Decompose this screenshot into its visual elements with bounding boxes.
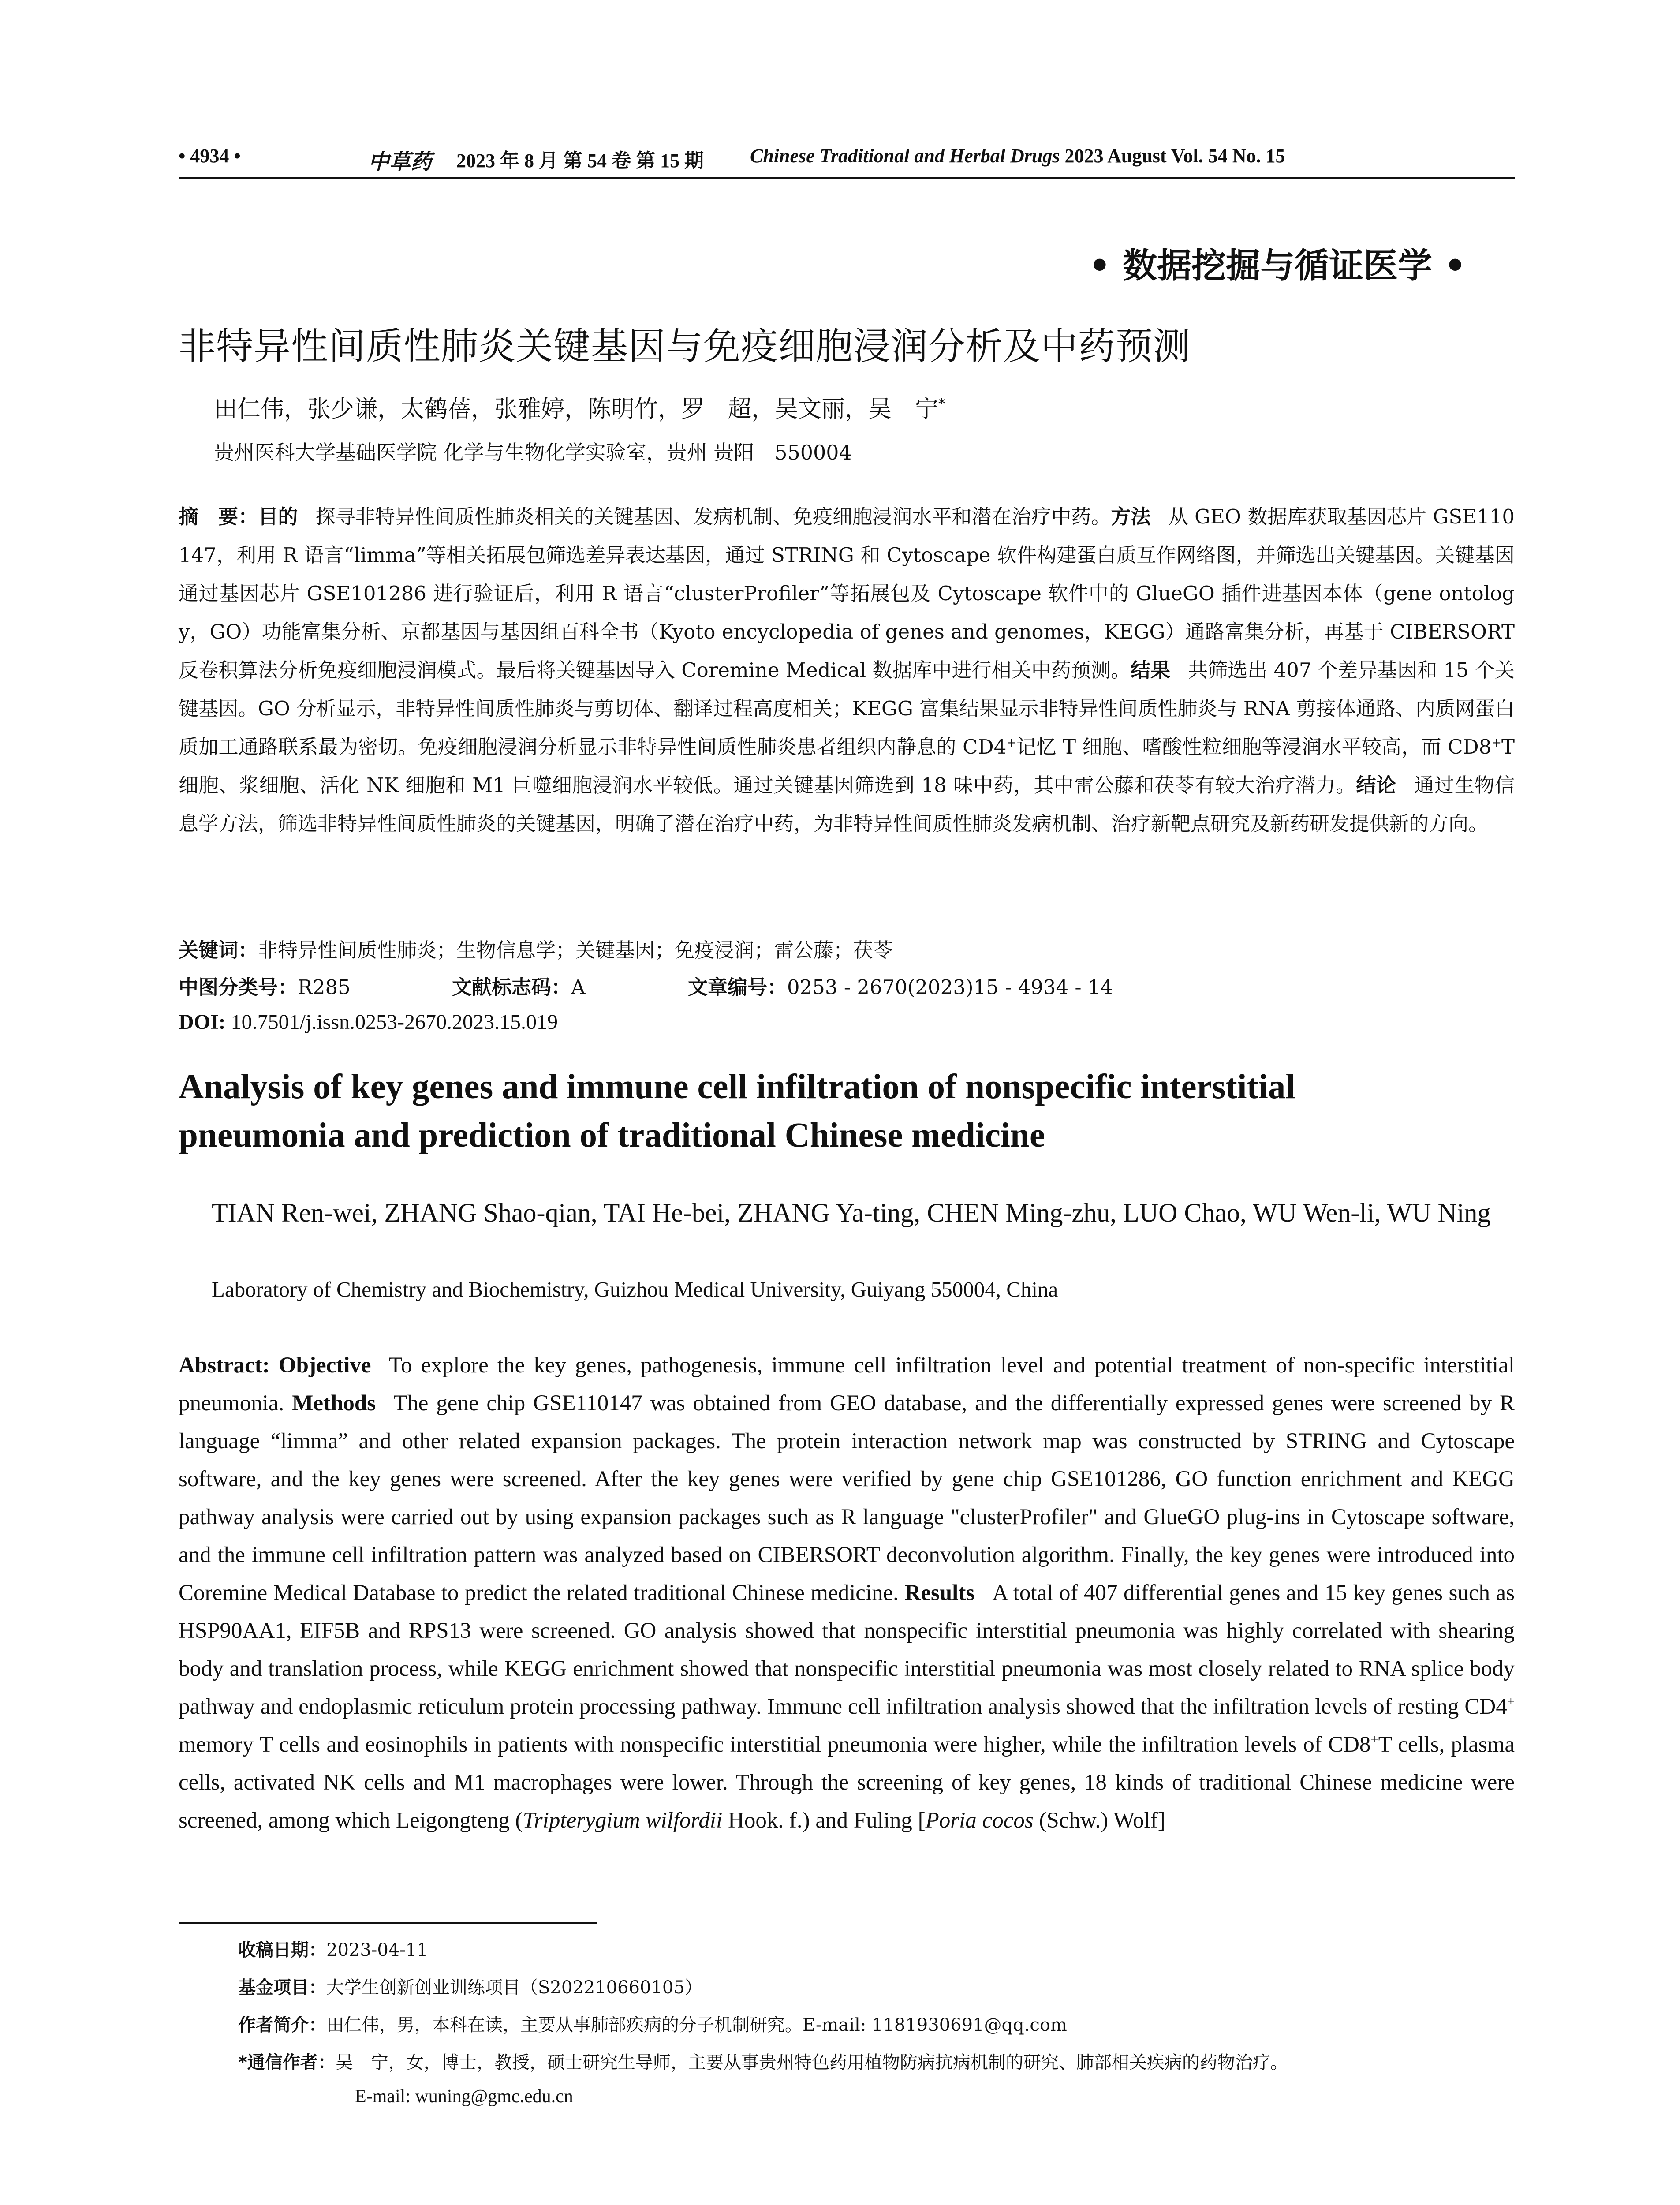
journal-name-cn: 中草药 — [368, 149, 432, 174]
author-bio-text: 田仁伟，男，本科在读，主要从事肺部疾病的分子机制研究。E-mail: 1181930691@qq.com — [326, 2015, 1067, 2035]
results-cn-part1: 共筛选出 407 个差异基因和 15 个关键基因。GO 分析显示，非特异性间质性肺炎与剪切体、翻译过程高度相关；KEGG 富集结果显示非特异性间质性肺炎与 RNA 剪接体通路、内质网蛋白质加工通路联系最为密切。免疫细胞浸润分析显示非特异性间质性肺炎患者组织内静息的 CD4 — [179, 658, 1515, 759]
results-en-part2: memory T cells and eosinophils in patients with nonspecific interstitial pneumonia were higher, while the infiltration levels of CD8 — [179, 1732, 1371, 1757]
superscript-plus: + — [1491, 736, 1501, 750]
keywords-cn — [179, 934, 893, 963]
footnote-rule — [179, 1922, 597, 1924]
objective-cn: 探寻非特异性间质性肺炎相关的关键基因、发病机制、免疫细胞浸润水平和潜在治疗中药。 — [315, 505, 1111, 528]
objective-en: To explore the key genes, pathogenesis, immune cell infiltration level and potential treatment of non-specific interstitial pneumonia. — [179, 1353, 1515, 1416]
fund-text: 大学生创新创业训练项目（S202210660105） — [326, 1977, 702, 1998]
title-en-line-1: Analysis of key genes and immune cell infiltration of nonspecific interstitial — [179, 1068, 1295, 1106]
doc-code-value: A — [571, 975, 586, 999]
results-label-cn: 结果 — [1131, 658, 1171, 682]
affiliation-en: Laboratory of Chemistry and Biochemistry, Guizhou Medical University, Guiyang 550004, China — [212, 1277, 1058, 1301]
results-en-part5: (Schw.) Wolf] — [1033, 1808, 1165, 1833]
column-title: • 数据挖掘与循证医学 • — [1088, 246, 1466, 286]
superscript-plus: + — [1006, 736, 1016, 750]
article-title-cn: 非特异性间质性肺炎关键基因与免疫细胞浸润分析及中药预测 — [179, 325, 1191, 368]
results-en-part1: A total of 407 differential genes and 15 key genes such as HSP90AA1, EIF5B and RPS13 were screened. GO analysis showed that nonspecific interstitial pneumonia was highly correlated with shearing body and translation process, while KEGG enrichment showed that nonspecific interstitial pneumonia was most closely related to RNA splice body pathway and endoplasmic reticulum protein processing pathway. Immune cell infiltration analysis showed that the infiltration levels of resting CD4 — [179, 1581, 1515, 1719]
received-label: 收稿日期： — [238, 1940, 326, 1960]
author-bio-label: 作者简介： — [238, 2015, 326, 2035]
results-en-part4: Hook. f.) and Fuling [ — [722, 1808, 926, 1833]
received-date: 2023-04-11 — [326, 1940, 428, 1960]
doc-code-label: 文献标志码： — [452, 975, 571, 999]
species-name-1: Tripterygium wilfordii — [523, 1808, 723, 1833]
species-name-2: Poria cocos — [925, 1808, 1034, 1833]
doi-value[interactable]: 10.7501/j.issn.0253-2670.2023.15.019 — [231, 1010, 558, 1034]
footnote-corresponding — [238, 2048, 1288, 2074]
title-en-line-2: pneumonia and prediction of traditional Chinese medicine — [179, 1116, 1045, 1155]
results-en-part3: T cells, plasma cells, activated NK cells and M1 macrophages were lower. Through the screening of key genes, 18 kinds of traditional Chinese medicine were screened, among which Leigongteng ( — [179, 1732, 1515, 1833]
issue-info-en — [750, 145, 1285, 167]
affiliation-cn: 贵州医科大学基础医学院 化学与生物化学实验室，贵州 贵阳 550004 — [214, 441, 852, 464]
abstract-cn-label: 摘 要： — [179, 505, 258, 528]
page-number: • 4934 • — [179, 145, 241, 167]
methods-label-en: Methods — [292, 1391, 376, 1416]
doi-label: DOI: — [179, 1010, 226, 1034]
footnote-author — [238, 2011, 1067, 2036]
doi-line — [179, 1010, 558, 1034]
methods-cn: 从 GEO 数据库获取基因芯片 GSE110147，利用 R 语言“limma”等相关拓展包筛选差异表达基因，通过 STRING 和 Cytoscape 软件构建蛋白质互作网络图，并筛选出关键基因。关键基因通过基因芯片 GSE101286 进行验证后，利用 R 语言“clusterProfiler”等拓展包及 Cytoscape 软件中的 GlueGO 插件进基因本体（gene ontology，GO）功能富集分析、京都基因与基因组百科全书（Kyoto encyclopedia of genes and genomes，KEGG）通路富集分析，再基于 CIBERSORT 反卷积算法分析免疫细胞浸润模式。最后将关键基因导入 Coremine Medical 数据库中进行相关中药预测。 — [179, 505, 1515, 682]
fund-label: 基金项目： — [238, 1977, 326, 1998]
authors-en: TIAN Ren-wei, ZHANG Shao-qian, TAI He-bei, ZHANG Ya-ting, CHEN Ming-zhu, LUO Chao, WU Wen-li, WU Ning — [212, 1198, 1491, 1227]
clc-label: 中图分类号： — [179, 975, 298, 999]
keywords-text: 非特异性间质性肺炎；生物信息学；关键基因；免疫浸润；雷公藤；茯苓 — [258, 938, 893, 962]
corresponding-label: *通信作者： — [238, 2052, 336, 2073]
superscript-plus: + — [1370, 1732, 1378, 1747]
classification-line — [179, 971, 1113, 1000]
article-number-value: 0253 - 2670(2023)15 - 4934 - 14 — [787, 975, 1113, 999]
objective-label-cn: 目的 — [258, 505, 298, 528]
corresponding-mark: * — [938, 396, 945, 412]
footnote-fund — [238, 1973, 702, 1999]
keywords-label: 关键词： — [179, 938, 258, 962]
conclusion-cn: 通过生物信息学方法，筛选非特异性间质性肺炎的关键基因，明确了潜在治疗中药，为非特异性间质性肺炎发病机制、治疗新靶点研究及新药研发提供新的方向。 — [179, 774, 1515, 835]
methods-en: The gene chip GSE110147 was obtained from GEO database, and the differentially expressed genes were screened by R language “limma” and other related expansion packages. The protein interaction network map was constructed by STRING and Cytoscape software, and the key genes were screened. After the key genes were verified by gene chip GSE101286, GO function enrichment and KEGG pathway analysis were carried out by using expansion packages such as R language "clusterProfiler" and GlueGO plug-ins in Cytoscape software, and the immune cell infiltration pattern was analyzed based on CIBERSORT deconvolution algorithm. Finally, the key genes were introduced into Coremine Medical Database to predict the related traditional Chinese medicine. — [179, 1391, 1515, 1605]
journal-name-en: Chinese Traditional and Herbal Drugs — [750, 145, 1060, 167]
corresponding-text: 吴 宁，女，博士，教授，硕士研究生导师，主要从事贵州特色药用植物防病抗病机制的研究、肺部相关疾病的药物治疗。 — [335, 2052, 1288, 2073]
results-label-en: Results — [904, 1581, 975, 1605]
footnote-received — [238, 1936, 428, 1961]
issue-en: 2023 August Vol. 54 No. 15 — [1064, 145, 1285, 167]
results-cn-part2: 记忆 T 细胞、嗜酸性粒细胞等浸润水平较高，而 CD8 — [1016, 735, 1492, 759]
authors-cn-names: 田仁伟，张少谦，太鹤蓓，张雅婷，陈明竹，罗 超，吴文丽，吴 宁 — [214, 396, 938, 422]
authors-cn — [214, 390, 945, 424]
header-rule — [179, 177, 1515, 179]
abstract-cn — [179, 497, 1515, 843]
abstract-en-label: Abstract: Objective — [179, 1353, 371, 1378]
issue-info-cn: 2023 年 8 月 第 54 卷 第 15 期 — [456, 150, 704, 172]
running-header — [179, 145, 1515, 172]
clc-value: R285 — [298, 975, 351, 999]
article-title-en — [179, 1063, 1515, 1160]
results-cn-part3: T 细胞、浆细胞、活化 NK 细胞和 M1 巨噬细胞浸润水平较低。通过关键基因筛选到 18 味中药，其中雷公藤和茯苓有较大治疗潜力。 — [179, 735, 1515, 797]
superscript-plus: + — [1507, 1694, 1515, 1709]
methods-label-cn: 方法 — [1111, 505, 1151, 528]
conclusion-label-cn: 结论 — [1356, 774, 1396, 797]
corresponding-email[interactable]: E-mail: wuning@gmc.edu.cn — [355, 2086, 573, 2107]
abstract-en — [179, 1346, 1515, 1839]
article-number-label: 文章编号： — [688, 975, 788, 999]
